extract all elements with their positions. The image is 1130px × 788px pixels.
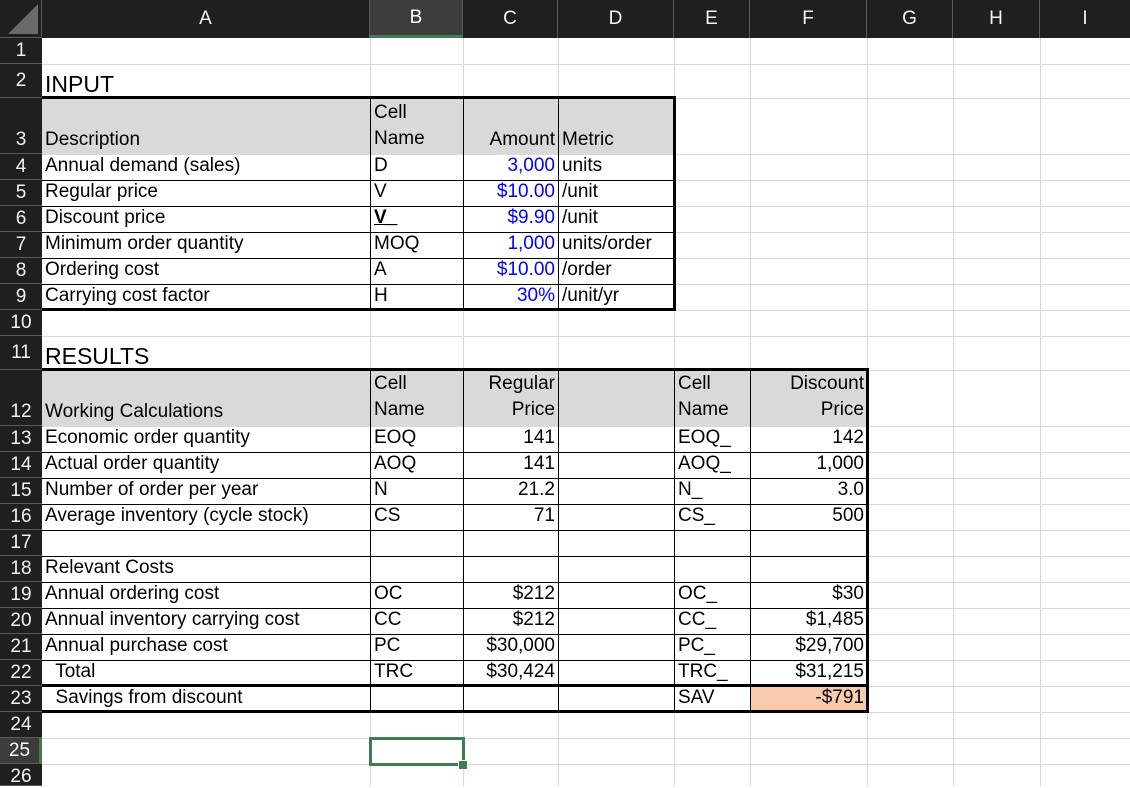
- row-header-17[interactable]: 17: [0, 530, 42, 556]
- input-header-metric[interactable]: Metric: [562, 129, 614, 150]
- column-header-e[interactable]: E: [674, 0, 750, 38]
- row-header-20[interactable]: 20: [0, 608, 42, 634]
- cost-description-cell[interactable]: Annual purchase cost: [45, 635, 228, 656]
- cost-description-cell[interactable]: Annual ordering cost: [45, 583, 220, 604]
- results-title[interactable]: RESULTS: [45, 343, 150, 369]
- cost-name-discount-cell[interactable]: PC_: [678, 635, 715, 656]
- result-discount-cell[interactable]: 500: [832, 505, 864, 526]
- row-header-25[interactable]: 25: [0, 738, 42, 764]
- result-discount-cell[interactable]: 1,000: [816, 453, 864, 474]
- input-metric-cell[interactable]: /unit: [562, 207, 598, 228]
- input-description-cell[interactable]: Ordering cost: [45, 259, 160, 280]
- result-regular-cell[interactable]: 21.2: [518, 479, 555, 500]
- row-header-1[interactable]: 1: [0, 38, 42, 64]
- cost-discount-cell[interactable]: $1,485: [805, 609, 864, 630]
- result-name-discount-cell[interactable]: EOQ_: [678, 427, 731, 448]
- result-regular-cell[interactable]: 71: [533, 505, 555, 526]
- input-amount-cell[interactable]: $9.90: [507, 207, 555, 228]
- input-description-cell[interactable]: Discount price: [45, 207, 166, 228]
- result-regular-cell[interactable]: 141: [523, 427, 555, 448]
- result-name-cell[interactable]: AOQ: [374, 453, 417, 474]
- row-header-7[interactable]: 7: [0, 232, 42, 258]
- result-name-discount-cell[interactable]: CS_: [678, 505, 715, 526]
- cost-regular-cell[interactable]: $30,000: [486, 635, 555, 656]
- cost-name-cell[interactable]: OC: [374, 583, 403, 604]
- row-header-5[interactable]: 5: [0, 180, 42, 206]
- input-description-cell[interactable]: Carrying cost factor: [45, 285, 210, 306]
- result-name-cell[interactable]: CS: [374, 505, 401, 526]
- column-header-f[interactable]: F: [750, 0, 867, 38]
- row-header-26[interactable]: 26: [0, 764, 42, 786]
- row-header-9[interactable]: 9: [0, 284, 42, 310]
- row-header-8[interactable]: 8: [0, 258, 42, 284]
- savings-value-cell[interactable]: -$791: [815, 687, 864, 708]
- results-header-cell-d-line2[interactable]: Name: [678, 399, 729, 420]
- cost-regular-cell[interactable]: $212: [512, 583, 555, 604]
- cost-name-discount-cell[interactable]: OC_: [678, 583, 718, 604]
- result-name-discount-cell[interactable]: AOQ_: [678, 453, 731, 474]
- result-discount-cell[interactable]: 142: [832, 427, 864, 448]
- total-discount-cell[interactable]: $31,215: [795, 661, 864, 682]
- column-header-c[interactable]: C: [463, 0, 558, 38]
- result-description-cell[interactable]: Number of order per year: [45, 479, 259, 500]
- input-name-cell[interactable]: MOQ: [374, 233, 420, 254]
- input-metric-cell[interactable]: /unit: [562, 181, 598, 202]
- input-header-cell-line1[interactable]: Cell: [374, 102, 407, 123]
- input-amount-cell[interactable]: 1,000: [507, 233, 555, 254]
- input-header-amount[interactable]: Amount: [489, 129, 555, 150]
- total-name-cell[interactable]: TRC: [374, 661, 414, 682]
- row-header-4[interactable]: 4: [0, 154, 42, 180]
- results-header-regular-line2[interactable]: Price: [511, 399, 555, 420]
- column-header-g[interactable]: G: [867, 0, 953, 38]
- results-header-discount-line1[interactable]: Discount: [790, 373, 864, 394]
- cost-regular-cell[interactable]: $212: [512, 609, 555, 630]
- column-header-d[interactable]: D: [558, 0, 674, 38]
- fill-handle[interactable]: [458, 760, 468, 770]
- row-header-24[interactable]: 24: [0, 712, 42, 738]
- cost-name-cell[interactable]: PC: [374, 635, 401, 656]
- row-header-2[interactable]: 2: [0, 64, 42, 98]
- row-header-14[interactable]: 14: [0, 452, 42, 478]
- row-header-19[interactable]: 19: [0, 582, 42, 608]
- result-description-cell[interactable]: Economic order quantity: [45, 427, 250, 448]
- row-header-6[interactable]: 6: [0, 206, 42, 232]
- input-amount-cell[interactable]: $10.00: [496, 181, 555, 202]
- cost-discount-cell[interactable]: $30: [832, 583, 864, 604]
- input-header-cell-line2[interactable]: Name: [374, 128, 425, 149]
- row-header-22[interactable]: 22: [0, 660, 42, 686]
- result-discount-cell[interactable]: 3.0: [837, 479, 864, 500]
- cost-name-discount-cell[interactable]: CC_: [678, 609, 717, 630]
- results-header-cell-d-line1[interactable]: Cell: [678, 373, 711, 394]
- total-name-discount-cell[interactable]: TRC_: [678, 661, 728, 682]
- column-header-i[interactable]: I: [1040, 0, 1130, 38]
- result-name-cell[interactable]: EOQ: [374, 427, 417, 448]
- savings-name-cell[interactable]: SAV: [678, 687, 715, 708]
- cost-discount-cell[interactable]: $29,700: [795, 635, 864, 656]
- active-cell-selection[interactable]: [369, 737, 465, 766]
- input-name-cell[interactable]: D: [374, 155, 388, 176]
- result-description-cell[interactable]: Average inventory (cycle stock): [45, 505, 309, 526]
- input-metric-cell[interactable]: units/order: [562, 233, 652, 254]
- input-metric-cell[interactable]: /unit/yr: [562, 285, 620, 306]
- row-header-10[interactable]: 10: [0, 310, 42, 336]
- row-header-16[interactable]: 16: [0, 504, 42, 530]
- column-header-h[interactable]: H: [953, 0, 1040, 38]
- input-description-cell[interactable]: Minimum order quantity: [45, 233, 244, 254]
- total-regular-cell[interactable]: $30,424: [486, 661, 555, 682]
- row-header-23[interactable]: 23: [0, 686, 42, 712]
- results-header-discount-line2[interactable]: Price: [820, 399, 864, 420]
- row-header-3[interactable]: 3: [0, 98, 42, 154]
- input-metric-cell[interactable]: /order: [562, 259, 612, 280]
- relevant-costs-label[interactable]: Relevant Costs: [45, 557, 174, 578]
- input-metric-cell[interactable]: units: [562, 155, 603, 176]
- column-header-a[interactable]: A: [42, 0, 370, 38]
- savings-description-cell[interactable]: Savings from discount: [45, 687, 243, 708]
- cost-name-cell[interactable]: CC: [374, 609, 402, 630]
- input-title[interactable]: INPUT: [45, 71, 114, 97]
- input-amount-cell[interactable]: 30%: [516, 285, 555, 306]
- result-description-cell[interactable]: Actual order quantity: [45, 453, 220, 474]
- result-name-cell[interactable]: N: [374, 479, 388, 500]
- row-header-12[interactable]: 12: [0, 370, 42, 426]
- input-name-cell[interactable]: A: [374, 259, 387, 280]
- row-header-18[interactable]: 18: [0, 556, 42, 582]
- input-description-cell[interactable]: Regular price: [45, 181, 158, 202]
- input-name-cell[interactable]: V: [374, 181, 387, 202]
- result-name-discount-cell[interactable]: N_: [678, 479, 703, 500]
- row-header-21[interactable]: 21: [0, 634, 42, 660]
- results-header-working[interactable]: Working Calculations: [45, 401, 224, 422]
- input-amount-cell[interactable]: $10.00: [496, 259, 555, 280]
- total-description-cell[interactable]: Total: [45, 661, 96, 682]
- input-name-cell[interactable]: H: [374, 285, 388, 306]
- column-header-b[interactable]: B: [370, 0, 463, 38]
- cost-description-cell[interactable]: Annual inventory carrying cost: [45, 609, 300, 630]
- results-header-cell-line1[interactable]: Cell: [374, 373, 407, 394]
- input-name-cell[interactable]: V_: [374, 207, 398, 228]
- row-header-11[interactable]: 11: [0, 336, 42, 370]
- input-amount-cell[interactable]: 3,000: [507, 155, 555, 176]
- row-header-15[interactable]: 15: [0, 478, 42, 504]
- result-regular-cell[interactable]: 141: [523, 453, 555, 474]
- results-header-cell-line2[interactable]: Name: [374, 399, 425, 420]
- select-all-corner[interactable]: [0, 0, 42, 38]
- input-header-description[interactable]: Description: [45, 129, 141, 150]
- row-header-13[interactable]: 13: [0, 426, 42, 452]
- input-description-cell[interactable]: Annual demand (sales): [45, 155, 241, 176]
- results-header-regular-line1[interactable]: Regular: [488, 373, 555, 394]
